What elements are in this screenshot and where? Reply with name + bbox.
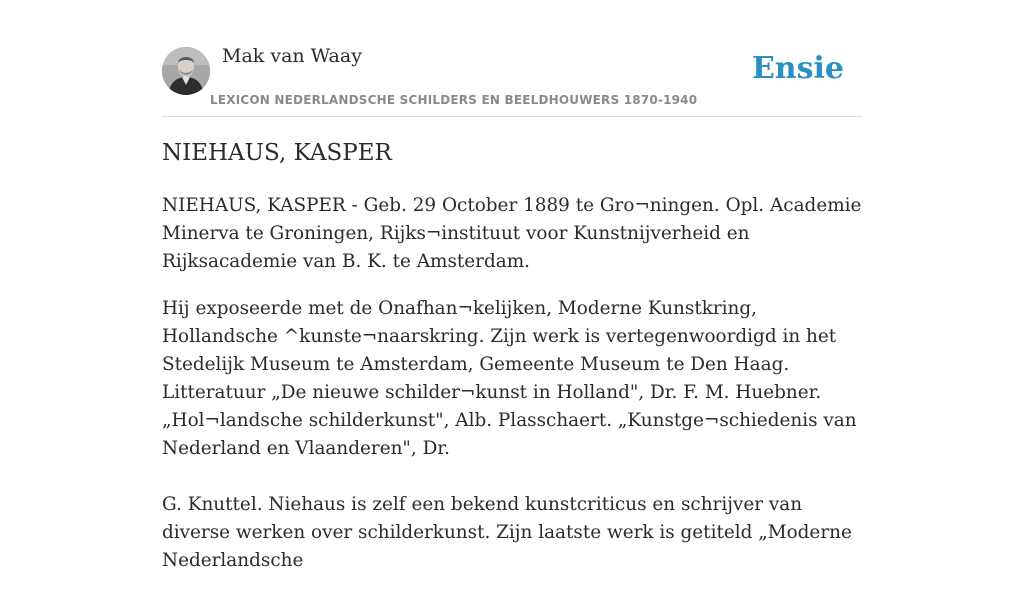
article-paragraph: Hij exposeerde met de Onafhan¬kelijken, Moderne Kunstkring, Hollandsche ^kunste¬naarskring. Zijn werk is vertegenwoordigd in het Stedelijk Museum te Amsterdam, Gemeente Museum te Den Haag. Litteratuur „De nieuwe schilder¬kunst in Holland", Dr. F. M. Huebner. „Hol¬landsche schilderkunst", Alb. Plasschaert. „Kunstge¬schiedenis van Nederland en Vlaanderen", Dr. (162, 298, 857, 459)
article-body (162, 192, 862, 594)
source-title[interactable]: LEXICON NEDERLANDSCHE SCHILDERS EN BEELDHOUWERS 1870-1940 (210, 93, 698, 107)
author-name[interactable]: Mak van Waay (222, 45, 362, 67)
article-paragraph: G. Knuttel. Niehaus is zelf een bekend kunstcriticus en schrijver van diverse werken over schilderkunst. Zijn laatste werk is getiteld „Moderne Nederlandsche (162, 494, 852, 571)
article-page (162, 0, 862, 571)
article-paragraph: NIEHAUS, KASPER - Geb. 29 October 1889 te Gro¬ningen. Opl. Academie Minerva te Groningen, Rijks¬instituut voor Kunstnijverheid en Rijksacademie van B. K. te Amsterdam. (162, 195, 862, 272)
article-header (162, 0, 862, 117)
page-title: NIEHAUS, KASPER (162, 140, 392, 166)
ensie-logo[interactable]: Ensie (751, 51, 844, 86)
author-portrait-icon (162, 47, 210, 95)
author-avatar[interactable] (162, 47, 210, 95)
